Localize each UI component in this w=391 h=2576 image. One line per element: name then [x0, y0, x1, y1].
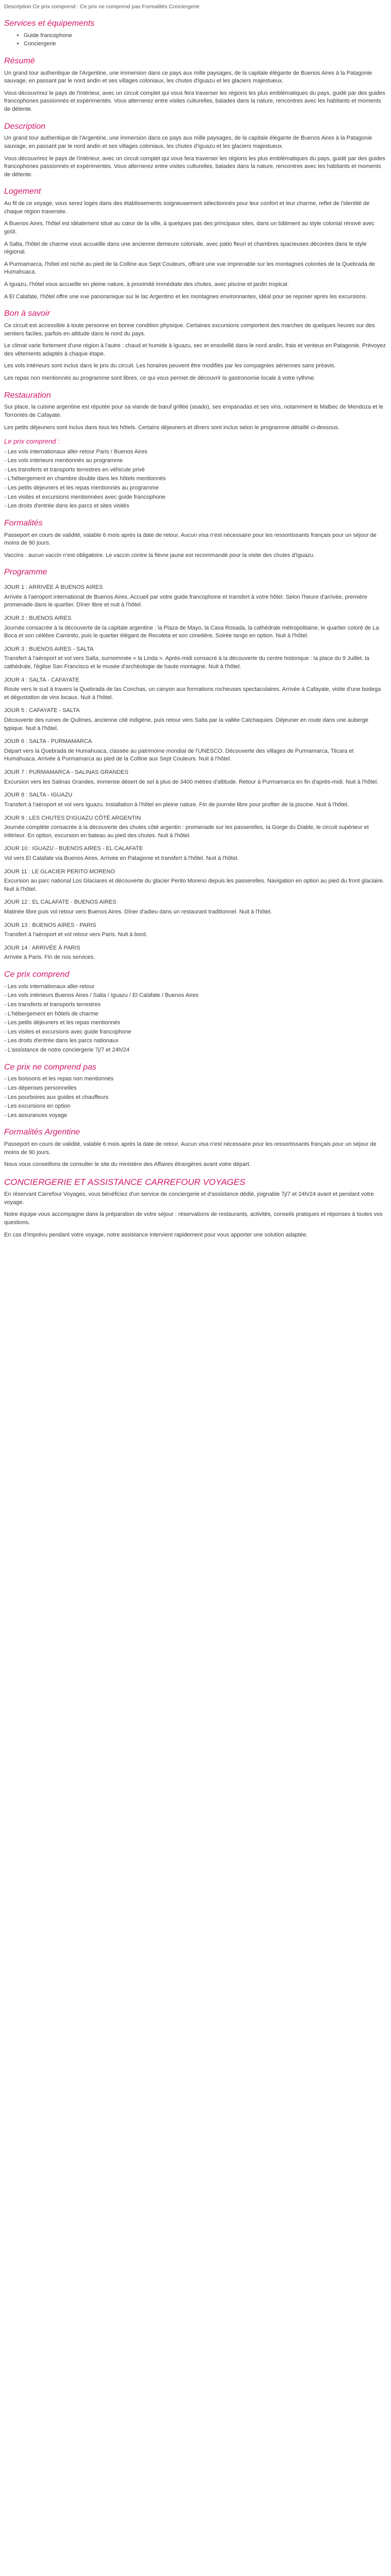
day-title: JOUR 13 : BUENOS AIRES - PARIS [4, 922, 96, 928]
paragraph: Les vols intérieurs sont inclus dans le prix du circuit. Les horaires peuvent être modifiés par les compagnies aériennes sans préavis. [4, 363, 336, 369]
formalites-intro-section [4, 518, 387, 560]
paragraph: Notre équipe vous accompagne dans la préparation de votre séjour : réservations de restaurants, activités, conseils pratiques et réponses à toutes vos questions. [4, 1211, 383, 1226]
list-item: - Les transferts et transports terrestres [4, 1001, 101, 1008]
paragraph: Le climat varie fortement d'une région à l'autre : chaud et humide à Iguazu, sec et ensoleillé dans le nord andin, frais et venteux en Patagonie. Prévoyez des vêtements adaptés à chaque étape. [4, 343, 386, 357]
day-title: JOUR 1 : ARRIVÉE À BUENOS AIRES [4, 584, 103, 591]
day-item [4, 899, 387, 916]
paragraph: Nous vous conseillons de consulter le site du ministère des Affaires étrangères avant votre départ. [4, 1161, 251, 1168]
list-item: - Les droits d'entrée dans les parcs et sites visités [4, 503, 129, 510]
ce-prix-ne-comprend-pas-title: Ce prix ne comprend pas [4, 1062, 96, 1072]
day-title: JOUR 2 : BUENOS AIRES [4, 615, 72, 621]
day-text: Découverte des ruines de Quilmes, ancienne cité indigène, puis retour vers Salta par la vallée Calchaquies. Déjeuner en route dans une auberge typique. Nuit à l'hôtel. [4, 717, 369, 732]
day-item [4, 676, 387, 702]
list-item: - Les droits d'entrée dans les parcs nationaux [4, 1038, 119, 1044]
paragraph: Ce circuit est accessible à toute personne en bonne condition physique. Certaines excursions comportent des marches de quelques heures sur des sentiers faciles, parfois en altitude dans le nord du pays. [4, 322, 375, 337]
day-text: Route vers le sud à travers la Quebrada de las Conchas, un canyon aux formations rocheuses spectaculaires. Arrivée à Cafayate, visite d'une bodega et dégustation de vins locaux. Nuit à l'hôtel. [4, 686, 381, 701]
top-description: Description Ce prix comprend : Ce prix ne comprend pas Formalités Conciergerie [4, 4, 200, 10]
resume-title: Résumé [4, 56, 35, 65]
day-text: Excursion vers les Salinas Grandes, immense désert de sel à plus de 3400 mètres d'altitude. Retour à Purmamarca en fin d'après-midi. Nuit à l'hôtel. [4, 778, 379, 785]
day-item [4, 769, 387, 786]
list-item: - Les petits déjeuners et les repas mentionnés [4, 1020, 121, 1026]
paragraph: Un grand tour authentique de l'Argentine, une immersion dans ce pays aux mille paysages, de la capitale élégante de Buenos Aires à la Patagonie sauvage, en passant par le nord andin et ses villages coloniaux, les chutes d'Iguazu et les glaciers majestueux. [4, 70, 372, 84]
day-text: Excursion au parc national Los Glaciares et découverte du glacier Perito Moreno depuis les passerelles. Navigation en option au pied du front glaciaire. Nuit à l'hôtel. [4, 878, 384, 892]
list-item: • Conciergerie [24, 40, 387, 48]
ce-prix-comprend-title: Ce prix comprend [4, 970, 70, 979]
list-item: • Guide francophone [24, 32, 387, 40]
list-item: - Les transferts et transports terrestres en véhicule privé [4, 466, 145, 473]
list-item: - Les boissons et les repas non mentionnés [4, 1076, 114, 1082]
day-item [4, 845, 387, 862]
day-item [4, 615, 387, 640]
restauration-section [4, 390, 387, 511]
list-item: - Les dépenses personnelles [4, 1084, 77, 1091]
day-item [4, 707, 387, 733]
day-item [4, 738, 387, 764]
conciergerie-section [4, 1176, 387, 1239]
day-text: Journée complète consacrée à la découverte des chutes côté argentin : promenade sur les passerelles, la Gorge du Diable, le circuit supérieur et inférieur. En option, excursion en bateau au pied des chutes. Nuit à l'hôtel. [4, 824, 369, 839]
logement-title: Logement [4, 187, 41, 196]
paragraph: Passeport en cours de validité, valable 6 mois après la date de retour. Aucun visa n'est nécessaire pour les ressortissants français pour un séjour de moins de 90 jours. [4, 1141, 377, 1156]
list-item: - Les vols intérieurs mentionnés au programme [4, 457, 123, 464]
list-item: - Les vols internationaux aller-retour Paris / Buenos Aires [4, 448, 148, 455]
programme-section [4, 567, 387, 962]
day-item [4, 944, 387, 962]
day-title: JOUR 5 : CAFAYATE - SALTA [4, 707, 80, 714]
day-title: JOUR 8 : SALTA - IGUAZU [4, 792, 73, 799]
paragraph: A Purmamarca, l'hôtel est niché au pied de la Colline aux Sept Couleurs, offrant une vue imprenable sur les montagnes colorées de la Quebrada de Humahuaca. [4, 261, 376, 276]
bon-a-savoir-section [4, 308, 387, 382]
paragraph: En cas d'imprévu pendant votre voyage, notre assistance intervient rapidement pour vous apporter une solution adaptée. [4, 1231, 308, 1238]
paragraph: Au fil de ce voyage, vous serez logés dans des établissements soigneusement sélectionnés pour leur confort et leur charme, reflet de l'identité de chaque région traversée. [4, 200, 370, 215]
day-item [4, 868, 387, 894]
description-title: Description [4, 122, 46, 131]
day-item [4, 815, 387, 840]
day-text: Arrivée à l'aéroport international de Buenos Aires. Accueil par votre guide francophone et transfert à votre hôtel. Selon l'heure d'arrivée, première promenade dans le quartier. Dîner libre et nuit à l'hôtel. [4, 594, 367, 608]
list-item: - Les pourboires aux guides et chauffeurs [4, 1094, 109, 1100]
services-list [4, 32, 387, 48]
day-item [4, 646, 387, 671]
day-item [4, 922, 387, 939]
paragraph: Sur place, la cuisine argentine est réputée pour sa viande de bœuf grillée (asado), ses empanadas et ses vins, notamment le Malbec de Mendoza et le Torrontés de Cafayate. [4, 404, 383, 418]
day-text: Arrivée à Paris. Fin de nos services. [4, 954, 95, 961]
list-item: - Les visites et excursions mentionnées avec guide francophone [4, 494, 166, 500]
list-item: - L'hébergement en chambre double dans les hôtels mentionnés [4, 476, 166, 482]
paragraph: A Iguazu, l'hôtel vous accueille en pleine nature, à proximité immédiate des chutes, avec piscine et jardin tropical. [4, 281, 289, 287]
day-item [4, 584, 387, 609]
day-text: Transfert à l'aéroport et vol retour vers Paris. Nuit à bord. [4, 931, 148, 938]
conciergerie-title: CONCIERGERIE ET ASSISTANCE CARREFOUR VOYAGES [4, 1177, 246, 1187]
day-item [4, 791, 387, 809]
restauration-title: Restauration [4, 391, 51, 400]
day-title: JOUR 11 : LE GLACIER PERITO MORENO [4, 868, 115, 875]
paragraph: En réservant Carrefour Voyages, vous bénéficiez d'un service de conciergerie et d'assistance dédié, joignable 7j/7 et 24h/24 avant et pendant votre voyage. [4, 1191, 374, 1206]
day-title: JOUR 7 : PURMAMARCA - SALINAS GRANDES [4, 769, 128, 776]
list-item: - Les visites et excursions avec guide francophone [4, 1028, 132, 1035]
paragraph: Un grand tour authentique de l'Argentine, une immersion dans ce pays aux mille paysages, de la capitale élégante de Buenos Aires à la Patagonie sauvage, en passant par le nord andin et ses villages coloniaux, les chutes d'Iguazu et les glaciers majestueux. [4, 135, 372, 149]
paragraph: A El Calafate, l'hôtel offre une vue panoramique sur le lac Argentino et les montagnes environnantes, idéal pour se reposer après les excursions. [4, 293, 367, 300]
resume-section [4, 56, 387, 114]
day-title: JOUR 6 : SALTA - PURMAMARCA [4, 738, 92, 745]
list-item: - Les assurances voyage [4, 1112, 68, 1118]
day-text: Transfert à l'aéroport et vol vers Iguazu. Installation à l'hôtel en pleine nature. Fin de journée libre pour profiter de la piscine. Nuit à l'hôtel. [4, 801, 349, 808]
services-title: Services et équipements [4, 19, 95, 28]
paragraph: Vaccins : aucun vaccin n'est obligatoire. Le vaccin contre la fièvre jaune est recommandé pour la visite des chutes d'Iguazu. [4, 552, 315, 558]
day-text: Journée consacrée à la découverte de la capitale argentine : la Plaza de Mayo, la Casa Rosada, la cathédrale métropolitaine, le quartier coloré de La Boca et son célèbre Caminito, puis le quartier élégant de Recoleta et son cimetière. Soirée tango en option. Nuit à l'hôtel. [4, 624, 379, 639]
paragraph: Vous découvrirez le pays de l'intérieur, avec un circuit complet qui vous fera traverser les régions les plus emblématiques du pays, guidé par des guides francophones passionnés et expérimentés. Vous alternerez entre visites culturelles, balades dans la nature, rencontres avec les habitants et moments de détente. [4, 90, 385, 112]
day-title: JOUR 3 : BUENOS AIRES - SALTA [4, 646, 94, 652]
day-title: JOUR 9 : LES CHUTES D'IGUAZU CÔTÉ ARGENTIN [4, 815, 141, 821]
formalites-section [4, 1127, 387, 1169]
list-item: - Les petits déjeuners et les repas mentionnés au programme [4, 485, 159, 491]
list-item: - L'hébergement en hôtels de charme [4, 1010, 99, 1017]
ce-prix-comprend-list [4, 983, 387, 1055]
paragraph: Les repas non mentionnés au programme sont libres, ce qui vous permet de découvrir la gastronomie locale à votre rythme. [4, 375, 316, 381]
day-title: JOUR 10 : IGUAZU - BUENOS AIRES - EL CALAFATE [4, 845, 143, 852]
list-item: - Les vols intérieurs Buenos Aires / Salta / Iguazu / El Calafate / Buenos Aires [4, 992, 199, 999]
page [0, 0, 391, 1253]
programme-title: Programme [4, 568, 47, 577]
day-title: JOUR 12 : EL CALAFATE - BUENOS AIRES [4, 899, 117, 906]
day-title: JOUR 4 : SALTA - CAFAYATE [4, 676, 79, 683]
list-item: - Les excursions en option [4, 1103, 71, 1110]
day-text: Vol vers El Calafate via Buenos Aires. Arrivée en Patagonie et transfert à l'hôtel. Nuit à l'hôtel. [4, 855, 239, 861]
bon-a-savoir-title: Bon à savoir [4, 309, 50, 318]
day-title: JOUR 14 : ARRIVÉE À PARIS [4, 944, 80, 951]
ce-prix-ne-comprend-pas-list [4, 1075, 387, 1120]
day-text: Départ vers la Quebrada de Humahuaca, classée au patrimoine mondial de l'UNESCO. Découverte des villages de Purmamarca, Tilcara et Humahuaca. Arrivée à Purmamarca au pied de la Colline aux Sept Couleurs. Nuit à l'hôtel. [4, 748, 354, 762]
day-text: Transfert à l'aéroport et vol vers Salta, surnommée « la Linda ». Après-midi consacré à la découverte du centre historique : la place du 9 Juillet, la cathédrale, l'église San Francisco et le musée d'archéologie de haute montagne. Nuit à l'hôtel. [4, 655, 369, 670]
formalites-intro-title: Formalités [4, 518, 43, 528]
services-section [4, 18, 387, 48]
paragraph: Les petits déjeuners sont inclus dans tous les hôtels. Certains déjeuners et dîners sont inclus selon le programme détaillé ci-dessous. [4, 424, 339, 431]
paragraph: A Buenos Aires, l'hôtel est idéalement situé au cœur de la ville, à quelques pas des principaux sites, dans un bâtiment au style colonial rénové avec goût. [4, 221, 375, 235]
paragraph: Vous découvrirez le pays de l'intérieur, avec un circuit complet qui vous fera traverser les régions les plus emblématiques du pays, guidé par des guides francophones passionnés et expérimentés. Vous alternerez entre visites culturelles, balades dans la nature, rencontres avec les habitants et moments de détente. [4, 155, 385, 178]
paragraph: A Salta, l'hôtel de charme vous accueille dans une ancienne demeure coloniale, avec patio fleuri et chambres spacieuses décorées dans le style régional. [4, 241, 367, 256]
logement-section [4, 186, 387, 301]
ce-prix-comprend-section [4, 969, 387, 1055]
day-text: Matinée libre puis vol retour vers Buenos Aires. Dîner d'adieu dans un restaurant traditionnel. Nuit à l'hôtel. [4, 908, 272, 915]
list-item: - L'assistance de notre conciergerie 7j/7 et 24h/24 [4, 1047, 130, 1054]
list-item: - Les vols internationaux aller-retour [4, 983, 95, 990]
formalites-title: Formalités Argentine [4, 1128, 80, 1137]
paragraph: Passeport en cours de validité, valable 6 mois après la date de retour. Aucun visa n'est nécessaire pour les ressortissants français pour un séjour de moins de 90 jours. [4, 532, 377, 547]
ce-prix-ne-comprend-pas-section [4, 1062, 387, 1120]
price-includes-list [4, 448, 387, 511]
price-includes-subtitle: Le prix comprend : [4, 437, 60, 446]
description-section [4, 121, 387, 179]
